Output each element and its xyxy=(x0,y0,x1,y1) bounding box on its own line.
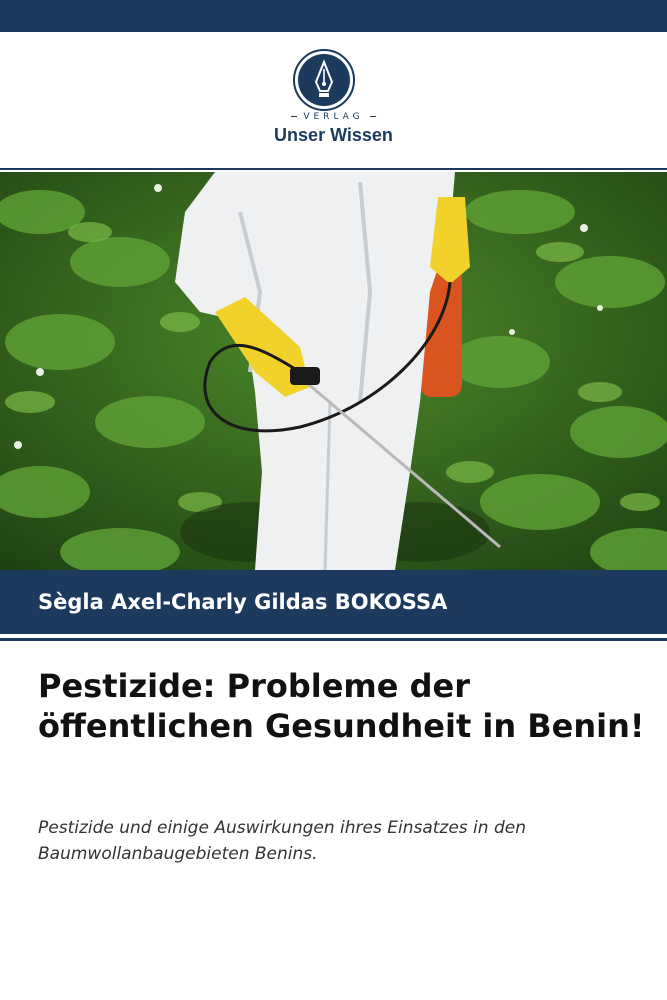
publisher-header xyxy=(0,32,667,168)
author-name: Sègla Axel-Charly Gildas BOKOSSA xyxy=(38,590,448,614)
author-divider xyxy=(0,638,667,641)
cover-photo-illustration xyxy=(0,172,667,570)
top-color-bar xyxy=(0,0,667,32)
author-band xyxy=(0,570,667,634)
book-subtitle: Pestizide und einige Auswirkungen ihres Einsatzes in den Baumwollanbaugebieten Benins. xyxy=(38,818,526,864)
cover-photo xyxy=(0,172,667,570)
publisher-logo xyxy=(293,49,355,111)
publisher-name: Unser Wissen xyxy=(274,125,393,145)
imprint-label-row xyxy=(0,112,667,122)
imprint-label: VERLAG xyxy=(303,112,364,122)
header-divider xyxy=(0,168,667,170)
book-title: Pestizide: Probleme der öffentlichen Gesundheit in Benin! xyxy=(38,667,645,745)
